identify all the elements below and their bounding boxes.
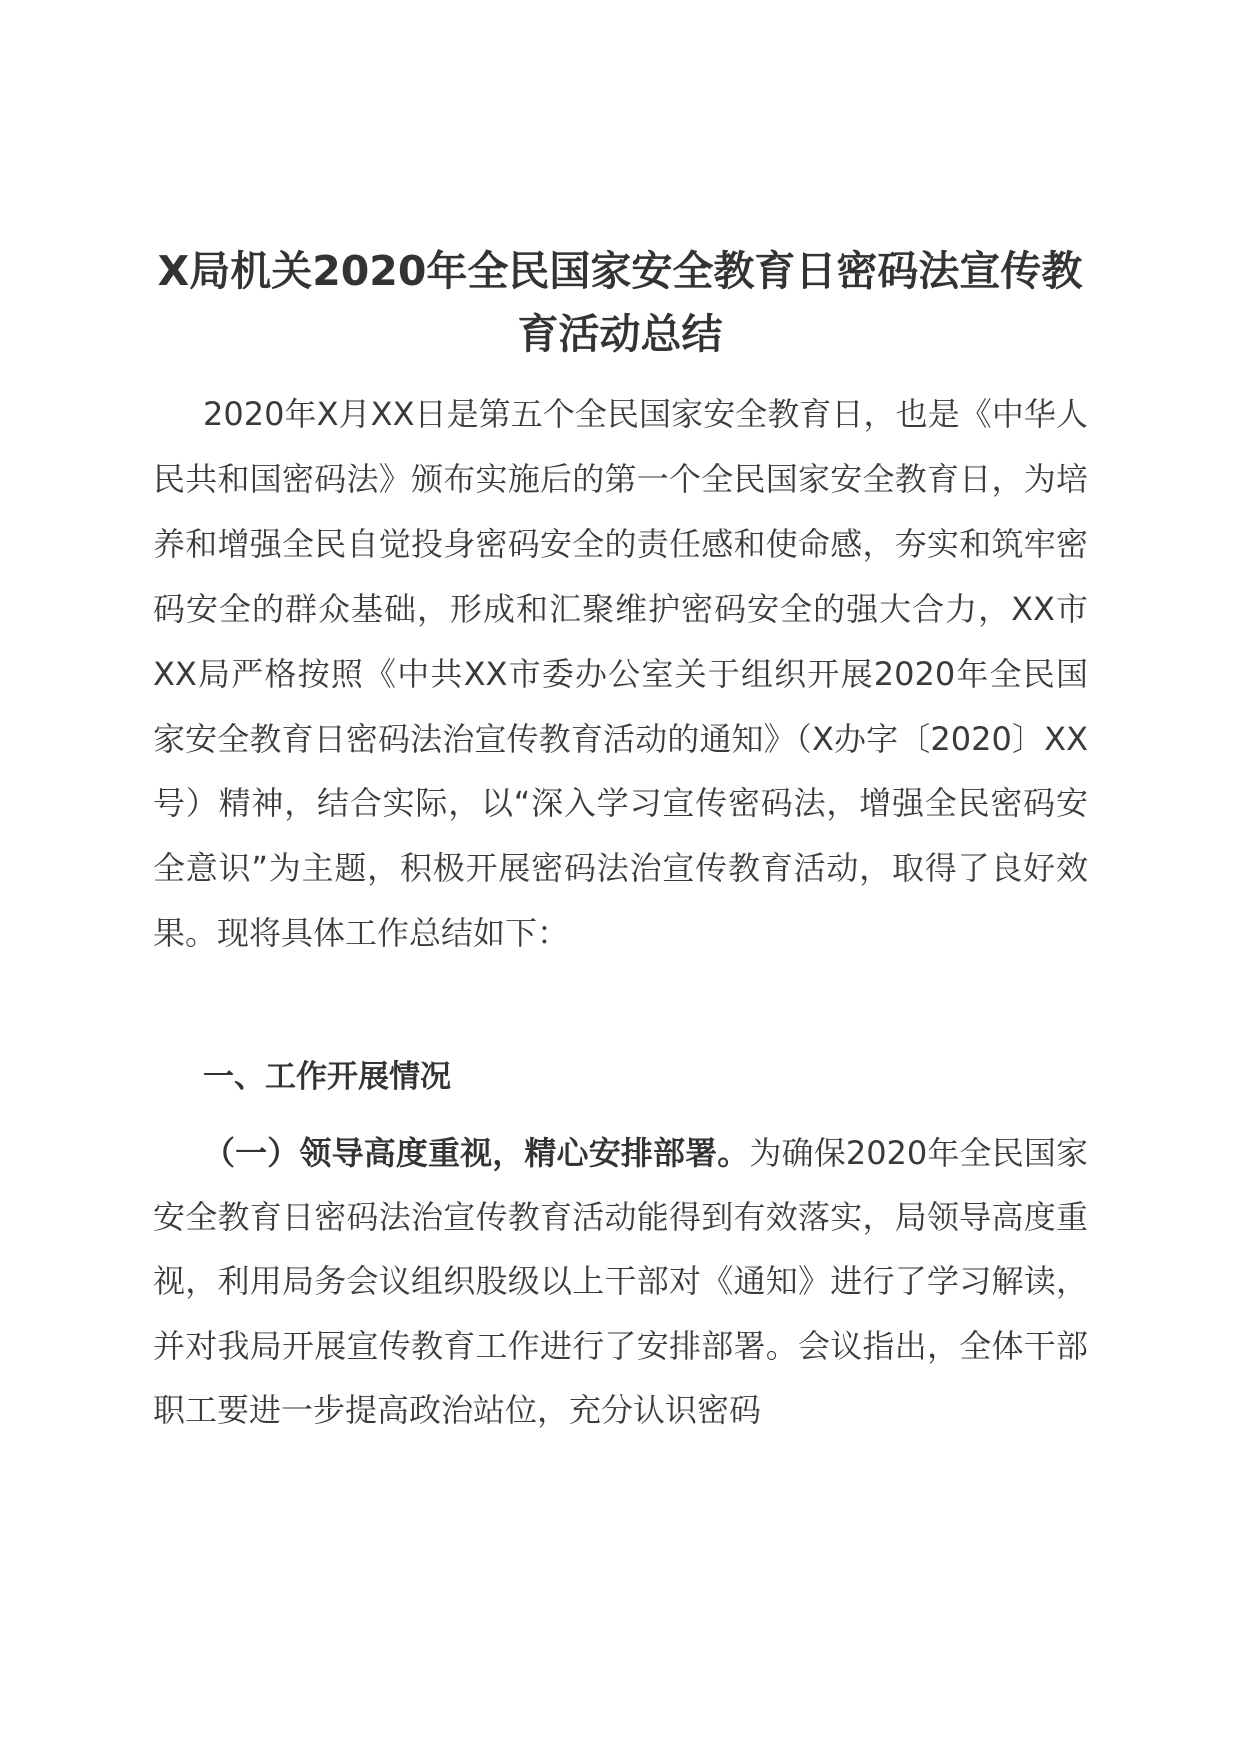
intro-paragraph: 2020年X月XX日是第五个全民国家安全教育日，也是《中华人民共和国密码法》颁布实施后的第一个全民国家安全教育日，为培养和增强全民自觉投身密码安全的责任感和使命感，夯实和筑牢密码安全的群众基础，形成和汇聚维护密码安全的强大合力，XX市XX局严格按照《中共XX市委办公室关于组织开展2020年全民国家安全教育日密码法治宣传教育活动的通知》（X办字〔2020〕XX号）精神，结合实际，以“深入学习宣传密码法，增强全民密码安全意识”为主题，积极开展密码法治宣传教育活动，取得了良好效果。现将具体工作总结如下： <box>153 395 1088 953</box>
section-paragraph <box>153 1121 1088 1442</box>
section-heading: 一、工作开展情况 <box>203 1059 451 1095</box>
paragraph-lead: （一）领导高度重视，精心安排部署。 <box>203 1134 750 1172</box>
document-title: X局机关2020年全民国家安全教育日密码法宣传教育活动总结 <box>157 247 1083 358</box>
paragraph-text: 为确保2020年全民国家安全教育日密码法治宣传教育活动能得到有效落实，局领导高度重视，利用局务会议组织股级以上干部对《通知》进行了学习解读，并对我局开展宣传教育工作进行了安排部署。会议指出，全体干部职工要进一步提高政治站位，充分认识密码 <box>153 1134 1088 1429</box>
